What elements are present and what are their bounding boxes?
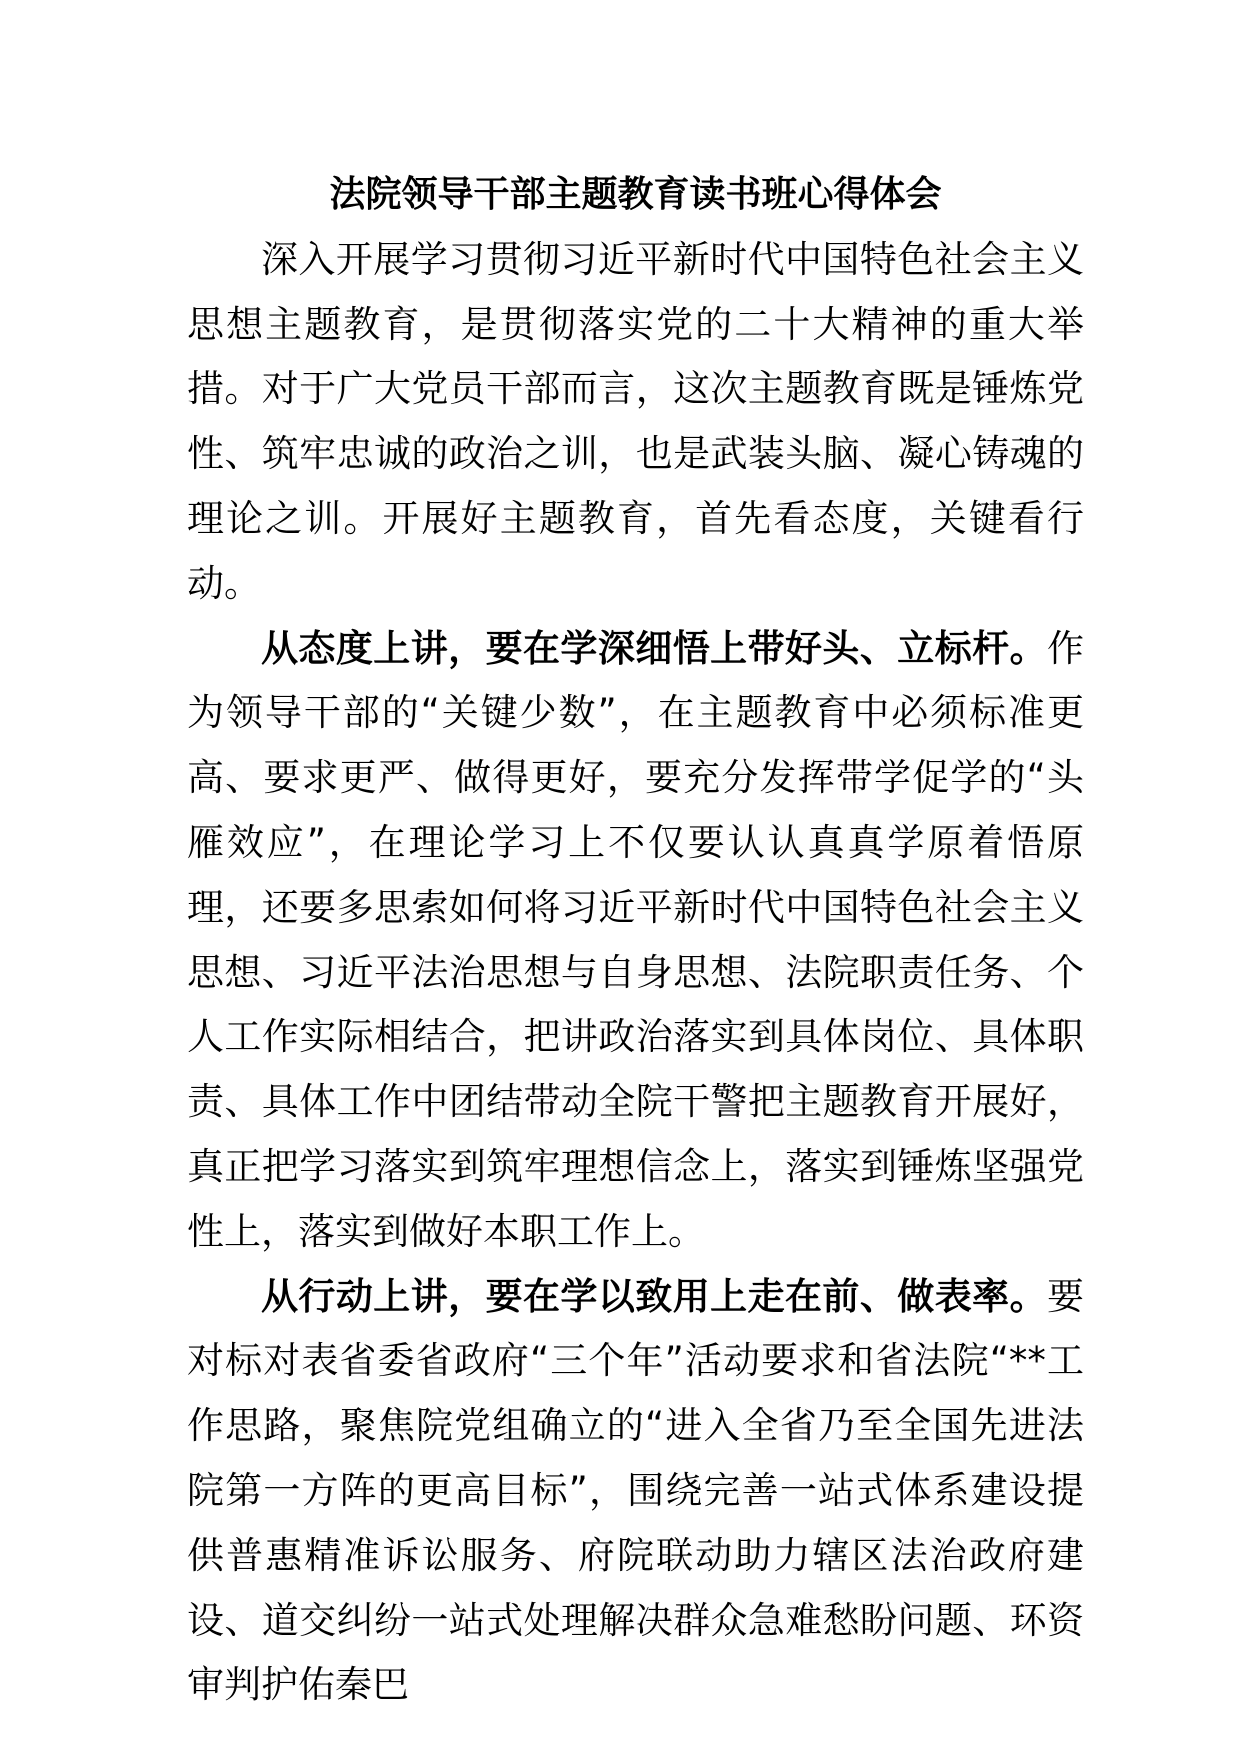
paragraph-lead: 从行动上讲，要在学以致用上走在前、做表率。 [261,1274,1047,1318]
paragraph-intro [187,228,1084,617]
document-content [187,163,1084,1718]
paragraph-text: 深入开展学习贯彻习近平新时代中国特色社会主义思想主题教育，是贯彻落实党的二十大精神的重大举措。对于广大党员干部而言，这次主题教育既是锤炼党性、筑牢忠诚的政治之训，也是武装头脑、凝心铸魂的理论之训。开展好主题教育，首先看态度，关键看行动。 [187,237,1084,605]
document-title: 法院领导干部主题教育读书班心得体会 [329,174,942,215]
paragraph-attitude [187,617,1084,1265]
paragraph-text: 作为领导干部的“关键少数”，在主题教育中必须标准更高、要求更严、做得更好，要充分发挥带学促学的“头雁效应”，在理论学习上不仅要认认真真学原着悟原理，还要多思索如何将习近平新时代中国特色社会主义思想、习近平法治思想与自身思想、法院职责任务、个人工作实际相结合，把讲政治落实到具体岗位、具体职责、具体工作中团结带动全院干警把主题教育开展好，真正把学习落实到筑牢理想信念上，落实到锤炼坚强党性上，落实到做好本职工作上。 [187,626,1084,1253]
paragraph-text: 要对标对表省委省政府“三个年”活动要求和省法院“**工作思路，聚焦院党组确立的“进入全省乃至全国先进法院第一方阵的更高目标”，围绕完善一站式体系建设提供普惠精准诉讼服务、府院联动助力辖区法治政府建设、道交纠纷一站式处理解决群众急难愁盼问题、环资审判护佑秦巴 [187,1274,1084,1707]
paragraph-lead: 从态度上讲，要在学深细悟上带好头、立标杆。 [261,626,1047,670]
paragraph-action [187,1265,1084,1719]
